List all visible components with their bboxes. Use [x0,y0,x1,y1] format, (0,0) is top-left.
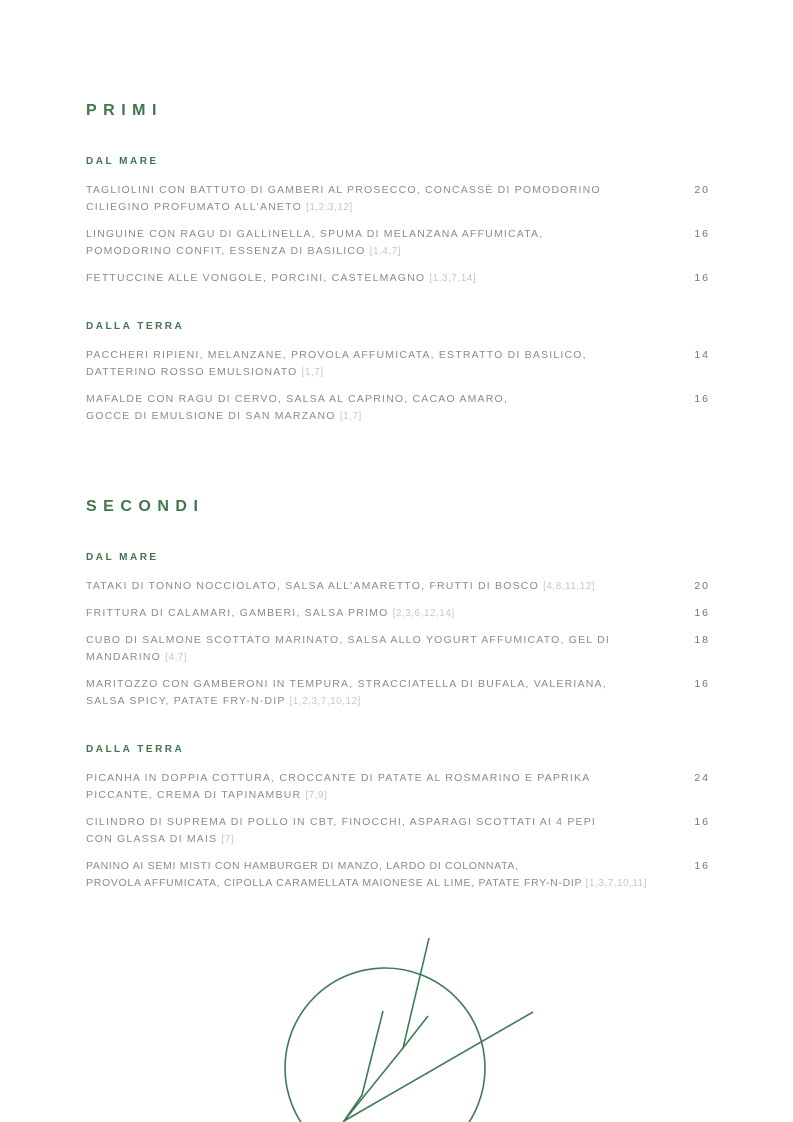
allergen-codes: [1,7] [301,367,324,378]
item-line: CUBO DI SALMONE SCOTTATO MARINATO, SALSA ALLO YOGURT AFFUMICATO, GEL DI [86,634,610,646]
item-description [86,578,671,595]
group-label-secondi-dal-mare: DAL MARE [86,552,159,563]
item-line: CILIEGINO PROFUMATO ALL'ANETO [86,201,302,213]
allergen-codes: [7] [221,834,235,845]
group-label-primi-dal-mare: DAL MARE [86,156,159,167]
item-price: 20 [694,580,710,592]
allergen-codes: [1,3,7,14] [429,273,477,284]
item-line: LINGUINE CON RAGU DI GALLINELLA, SPUMA DI MELANZANA AFFUMICATA, [86,228,544,240]
item-description [86,270,671,287]
item-price: 16 [694,228,710,240]
allergen-codes: [1,2,3,12] [306,202,353,213]
item-description [86,770,671,804]
item-price: 16 [694,607,710,619]
item-line: CON GLASSA DI MAIS [86,833,218,845]
item-description [86,814,671,848]
menu-item [86,578,710,595]
item-line: PACCHERI RIPIENI, MELANZANE, PROVOLA AFFUMICATA, ESTRATTO DI BASILICO, [86,349,587,361]
allergen-codes: [4,8,11,12] [543,581,596,592]
item-line: MARITOZZO CON GAMBERONI IN TEMPURA, STRACCIATELLA DI BUFALA, VALERIANA, [86,678,607,690]
item-line: MANDARINO [86,651,161,663]
item-price: 18 [694,634,710,646]
menu-item [86,676,710,710]
item-price: 16 [694,678,710,690]
item-line: MAFALDE CON RAGU DI CERVO, SALSA AL CAPRINO, CACAO AMARO, [86,393,508,405]
item-description [86,347,671,381]
group-label-primi-dalla-terra: DALLA TERRA [86,321,185,332]
item-price: 14 [694,349,710,361]
menu-item [86,182,710,216]
item-line: FRITTURA DI CALAMARI, GAMBERI, SALSA PRIMO [86,607,389,619]
menu-item [86,226,710,260]
item-line: PROVOLA AFFUMICATA, CIPOLLA CARAMELLATA MAIONESE AL LIME, PATATE FRY-N-DIP [86,877,583,889]
item-price: 24 [694,772,710,784]
item-description [86,182,671,216]
item-line: PANINO AI SEMI MISTI CON HAMBURGER DI MANZO, LARDO DI COLONNATA, [86,860,519,872]
item-line: CILINDRO DI SUPREMA DI POLLO IN CBT, FINOCCHI, ASPARAGI SCOTTATI AI 4 PEPI [86,816,597,828]
item-price: 16 [694,860,710,872]
menu-item [86,605,710,622]
section-title-primi: PRIMI [86,102,163,119]
menu-item [86,814,710,848]
allergen-codes: [1,7] [339,411,362,422]
item-description [86,391,671,425]
group-label-secondi-dalla-terra: DALLA TERRA [86,744,185,755]
item-line: DATTERINO ROSSO EMULSIONATO [86,366,298,378]
item-line: GOCCE DI EMULSIONE DI SAN MARZANO [86,410,336,422]
allergen-codes: [4,7] [165,652,188,663]
item-line: PICANHA IN DOPPIA COTTURA, CROCCANTE DI PATATE AL ROSMARINO E PAPRIKA [86,772,591,784]
allergen-codes: [1,2,3,7,10,12] [289,696,361,707]
item-line: POMODORINO CONFIT, ESSENZA DI BASILICO [86,245,366,257]
allergen-codes: [1,3,7,10,11] [585,878,648,889]
section-title-secondi: SECONDI [86,498,205,515]
item-description [86,632,671,666]
item-line: TATAKI DI TONNO NOCCIOLATO, SALSA ALL'AMARETTO, FRUTTI DI BOSCO [86,580,539,592]
item-line: FETTUCCINE ALLE VONGOLE, PORCINI, CASTELMAGNO [86,272,426,284]
allergen-codes: [7,9] [305,790,328,801]
item-line: PICCANTE, CREMA DI TAPINAMBUR [86,789,302,801]
item-line: TAGLIOLINI CON BATTUTO DI GAMBERI AL PROSECCO, CONCASSÈ DI POMODORINO [86,184,601,196]
item-description [86,858,671,892]
item-price: 16 [694,816,710,828]
item-price: 20 [694,184,710,196]
item-description [86,605,671,622]
allergen-codes: [2,3,6,12,14] [392,608,455,619]
menu-item [86,858,710,892]
item-line: SALSA SPICY, PATATE FRY-N-DIP [86,695,286,707]
item-price: 16 [694,272,710,284]
item-description [86,226,671,260]
menu-item [86,770,710,804]
item-price: 16 [694,393,710,405]
allergen-codes: [1,4,7] [369,246,401,257]
menu-item [86,391,710,425]
menu-item [86,632,710,666]
menu-content [86,0,710,892]
menu-item [86,270,710,287]
menu-item [86,347,710,381]
item-description [86,676,671,710]
